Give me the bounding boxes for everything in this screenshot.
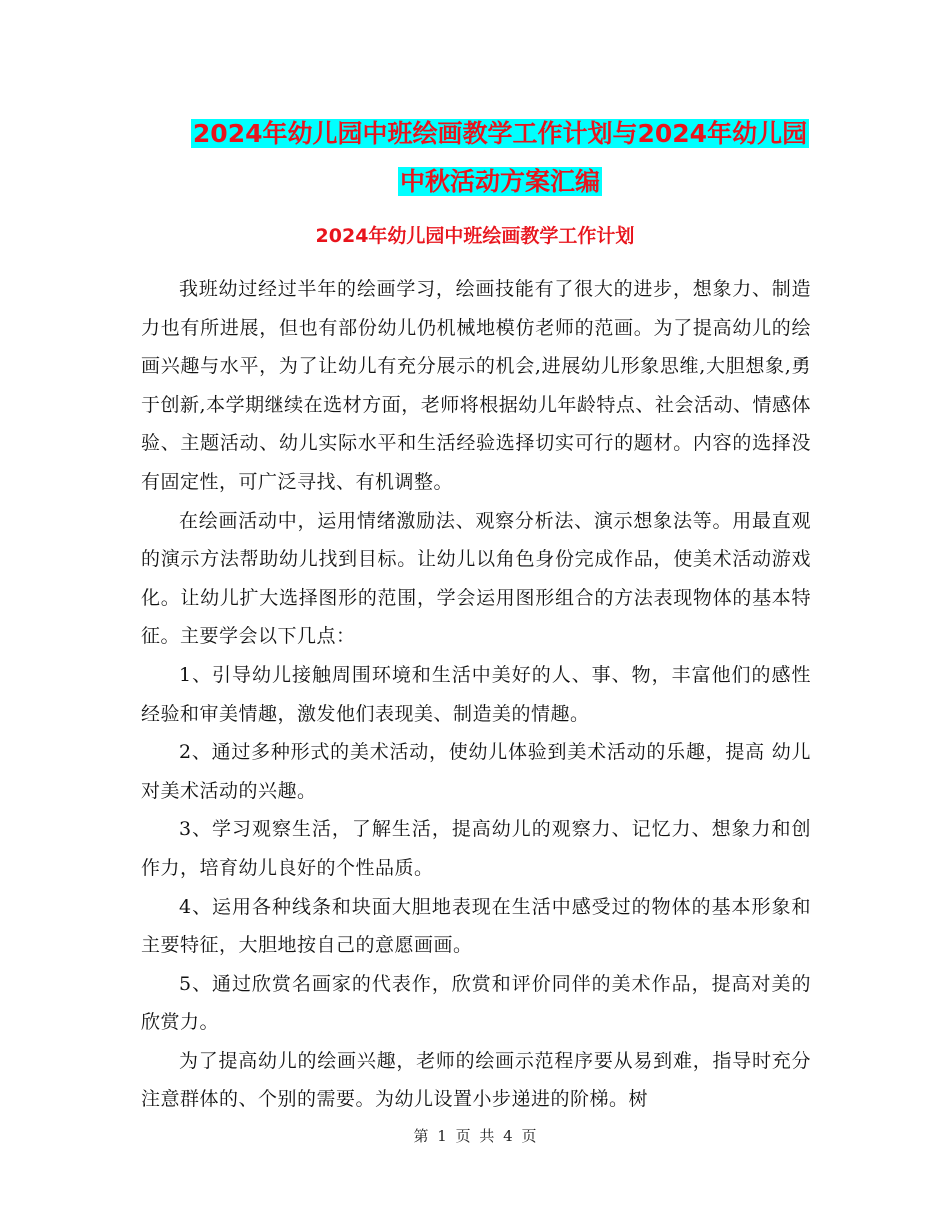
paragraph-intro: 我班幼过经过半年的绘画学习，绘画技能有了很大的进步，想象力、制造力也有所进展，但也有部份幼儿仍机械地模仿老师的范画。为了提高幼儿的绘画兴趣与水平，为了让幼儿有充分展示的机会,进展幼儿形象思维,大胆想象,勇于创新,本学期继续在选材方面，老师将根据幼儿年龄特点、社会活动、情感体验、主题活动、幼儿实际水平和生活经验选择切实可行的题材。内容的选择没有固定性，可广泛寻找、有机调整。	[141, 278, 811, 493]
section-title: 2024年幼儿园中班绘画教学工作计划	[315, 225, 635, 247]
paragraph-closing: 为了提高幼儿的绘画兴趣，老师的绘画示范程序要从易到难，指导时充分注意群体的、个别的需要。为幼儿设置小步递进的阶梯。树	[141, 1049, 811, 1111]
paragraph-methods: 在绘画活动中，运用情绪激励法、观察分析法、演示想象法等。用最直观的演示方法帮助幼儿找到目标。让幼儿以角色身份完成作品，使美术活动游戏化。让幼儿扩大选择图形的范围，学会运用图形组合的方法表现物体的基本特征。主要学会以下几点：	[141, 509, 811, 648]
document-body	[141, 270, 811, 1119]
paragraph-point-4: 4、运用各种线条和块面大胆地表现在生活中感受过的物体的基本形象和主要特征，大胆地按自己的意愿画画。	[141, 895, 811, 957]
document-title-line2: 中秋活动方案汇编	[399, 167, 600, 196]
document-title	[150, 110, 850, 206]
page-number-footer: 第 1 页 共 4 页	[413, 1127, 537, 1145]
paragraph-point-2: 2、通过多种形式的美术活动，使幼儿体验到美术活动的乐趣，提高 幼儿对美术活动的兴趣。	[141, 741, 811, 802]
document-title-line1: 2024年幼儿园中班绘画教学工作计划与2024年幼儿园	[192, 119, 808, 148]
paragraph-point-5: 5、通过欣赏名画家的代表作，欣赏和评价同伴的美术作品，提高对美的欣赏力。	[141, 972, 811, 1034]
paragraph-point-3: 3、学习观察生活，了解生活，提高幼儿的观察力、记忆力、想象力和创作力，培育幼儿良好的个性品质。	[141, 818, 811, 879]
paragraph-point-1: 1、引导幼儿接触周围环境和生活中美好的人、事、物，丰富他们的感性经验和审美情趣，激发他们表现美、制造美的情趣。	[141, 663, 811, 725]
